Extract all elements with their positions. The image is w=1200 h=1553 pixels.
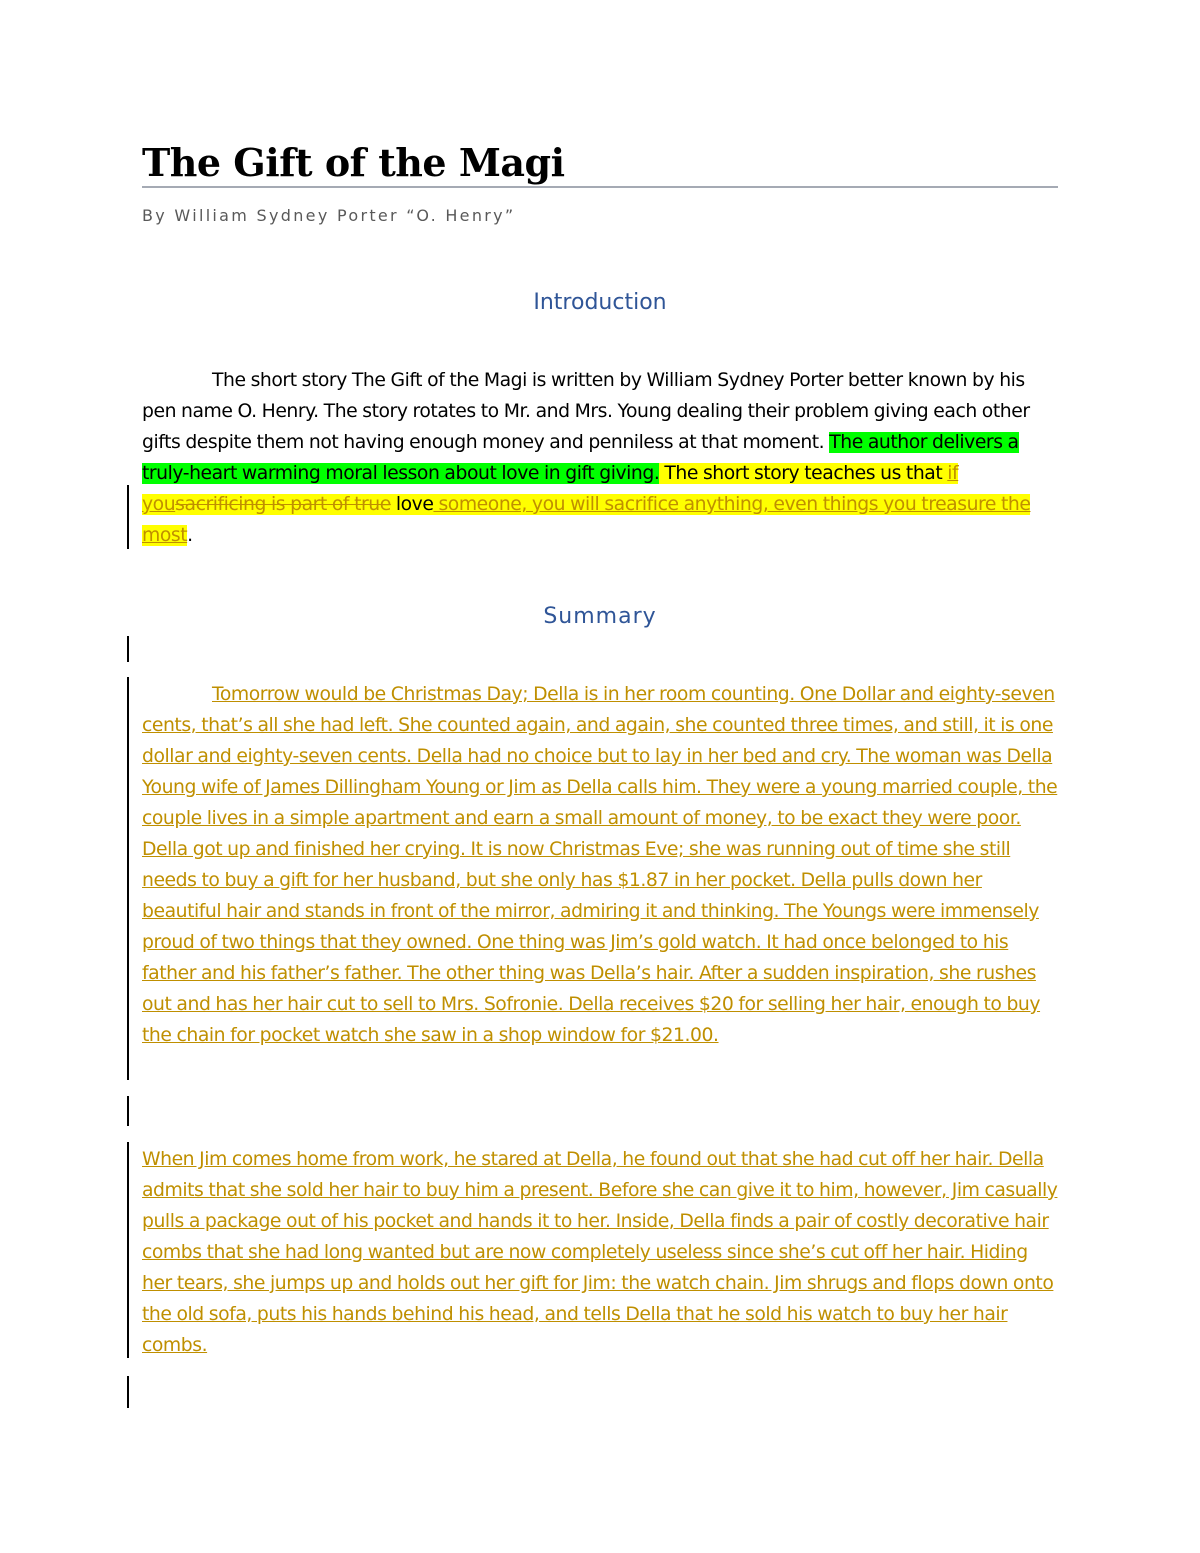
summary-heading: Summary [543,604,657,629]
tracked-insertion[interactable]: if you [142,463,959,515]
change-bar [127,1376,129,1408]
green-highlighted-sentence: The author delivers a truly-heart warming moral lesson about love in gift giving. [142,432,1019,484]
sentence-end: . [187,525,193,546]
introduction-heading: Introduction [533,290,667,315]
change-bar [127,636,129,662]
author-byline: By William Sydney Porter “O. Henry” [142,206,516,225]
change-bar [127,1142,129,1358]
kept-word: love [390,494,434,515]
tracked-insertion[interactable]: someone, you will sacrifice anything, even things you treasure the most [142,494,1031,546]
introduction-paragraph[interactable] [142,365,1060,551]
change-bar [127,485,129,549]
tracked-deletion[interactable]: sacrificing is part of true [175,494,391,515]
change-bar [127,677,129,1080]
intro-plain-text: The short story The Gift of the Magi is written by William Sydney Porter better known by his pen name O. Henry. The story rotates to Mr. and Mrs. Young dealing their problem giving each other gifts despite them not having enough money and penniless at that moment. [142,370,1030,453]
title-underline-rule [142,186,1058,188]
yellow-lead-text: The short story teaches us that [659,463,948,484]
summary-paragraph-1[interactable] [142,679,1060,1051]
summary-paragraph-1-text: Tomorrow would be Christmas Day; Della is in her room counting. One Dollar and eighty-seven cents, that’s all she had left. She counted again, and again, she counted three times, and still, it is one dollar and eighty-seven cents. Della had no choice but to lay in her bed and cry. The woman was Della Young wife of James Dillingham Young or Jim as Della calls him. They were a young married couple, the couple lives in a simple apartment and earn a small amount of money, to be exact they were poor. Della got up and finished her crying. It is now Christmas Eve; she was running out of time she still needs to buy a gift for her husband, but she only has $1.87 in her pocket. Della pulls down her beautiful hair and stands in front of the mirror, admiring it and thinking. The Youngs were immensely proud of two things that they owned. One thing was Jim’s gold watch. It had once belonged to his father and his father’s father. The other thing was Della’s hair. After a sudden inspiration, she rushes out and has her hair cut to sell to Mrs. Sofronie. Della receives $20 for selling her hair, enough to buy the chain for pocket watch she saw in a shop window for $21.00. [142,684,1058,1046]
summary-paragraph-2[interactable]: When Jim comes home from work, he stared at Della, he found out that she had cut off her hair. Della admits that she sold her hair to buy him a present. Before she can give it to him, however, Jim casually pulls a package out of his pocket and hands it to her. Inside, Della finds a pair of costly decorative hair combs that she had long wanted but are now completely useless since she’s cut off her hair. Hiding her tears, she jumps up and holds out her gift for Jim: the watch chain. Jim shrugs and flops down onto the old sofa, puts his hands behind his head, and tells Della that he sold his watch to buy her hair combs. [142,1149,1058,1356]
document-title: The Gift of the Magi [142,140,565,185]
change-bar [127,1096,129,1126]
